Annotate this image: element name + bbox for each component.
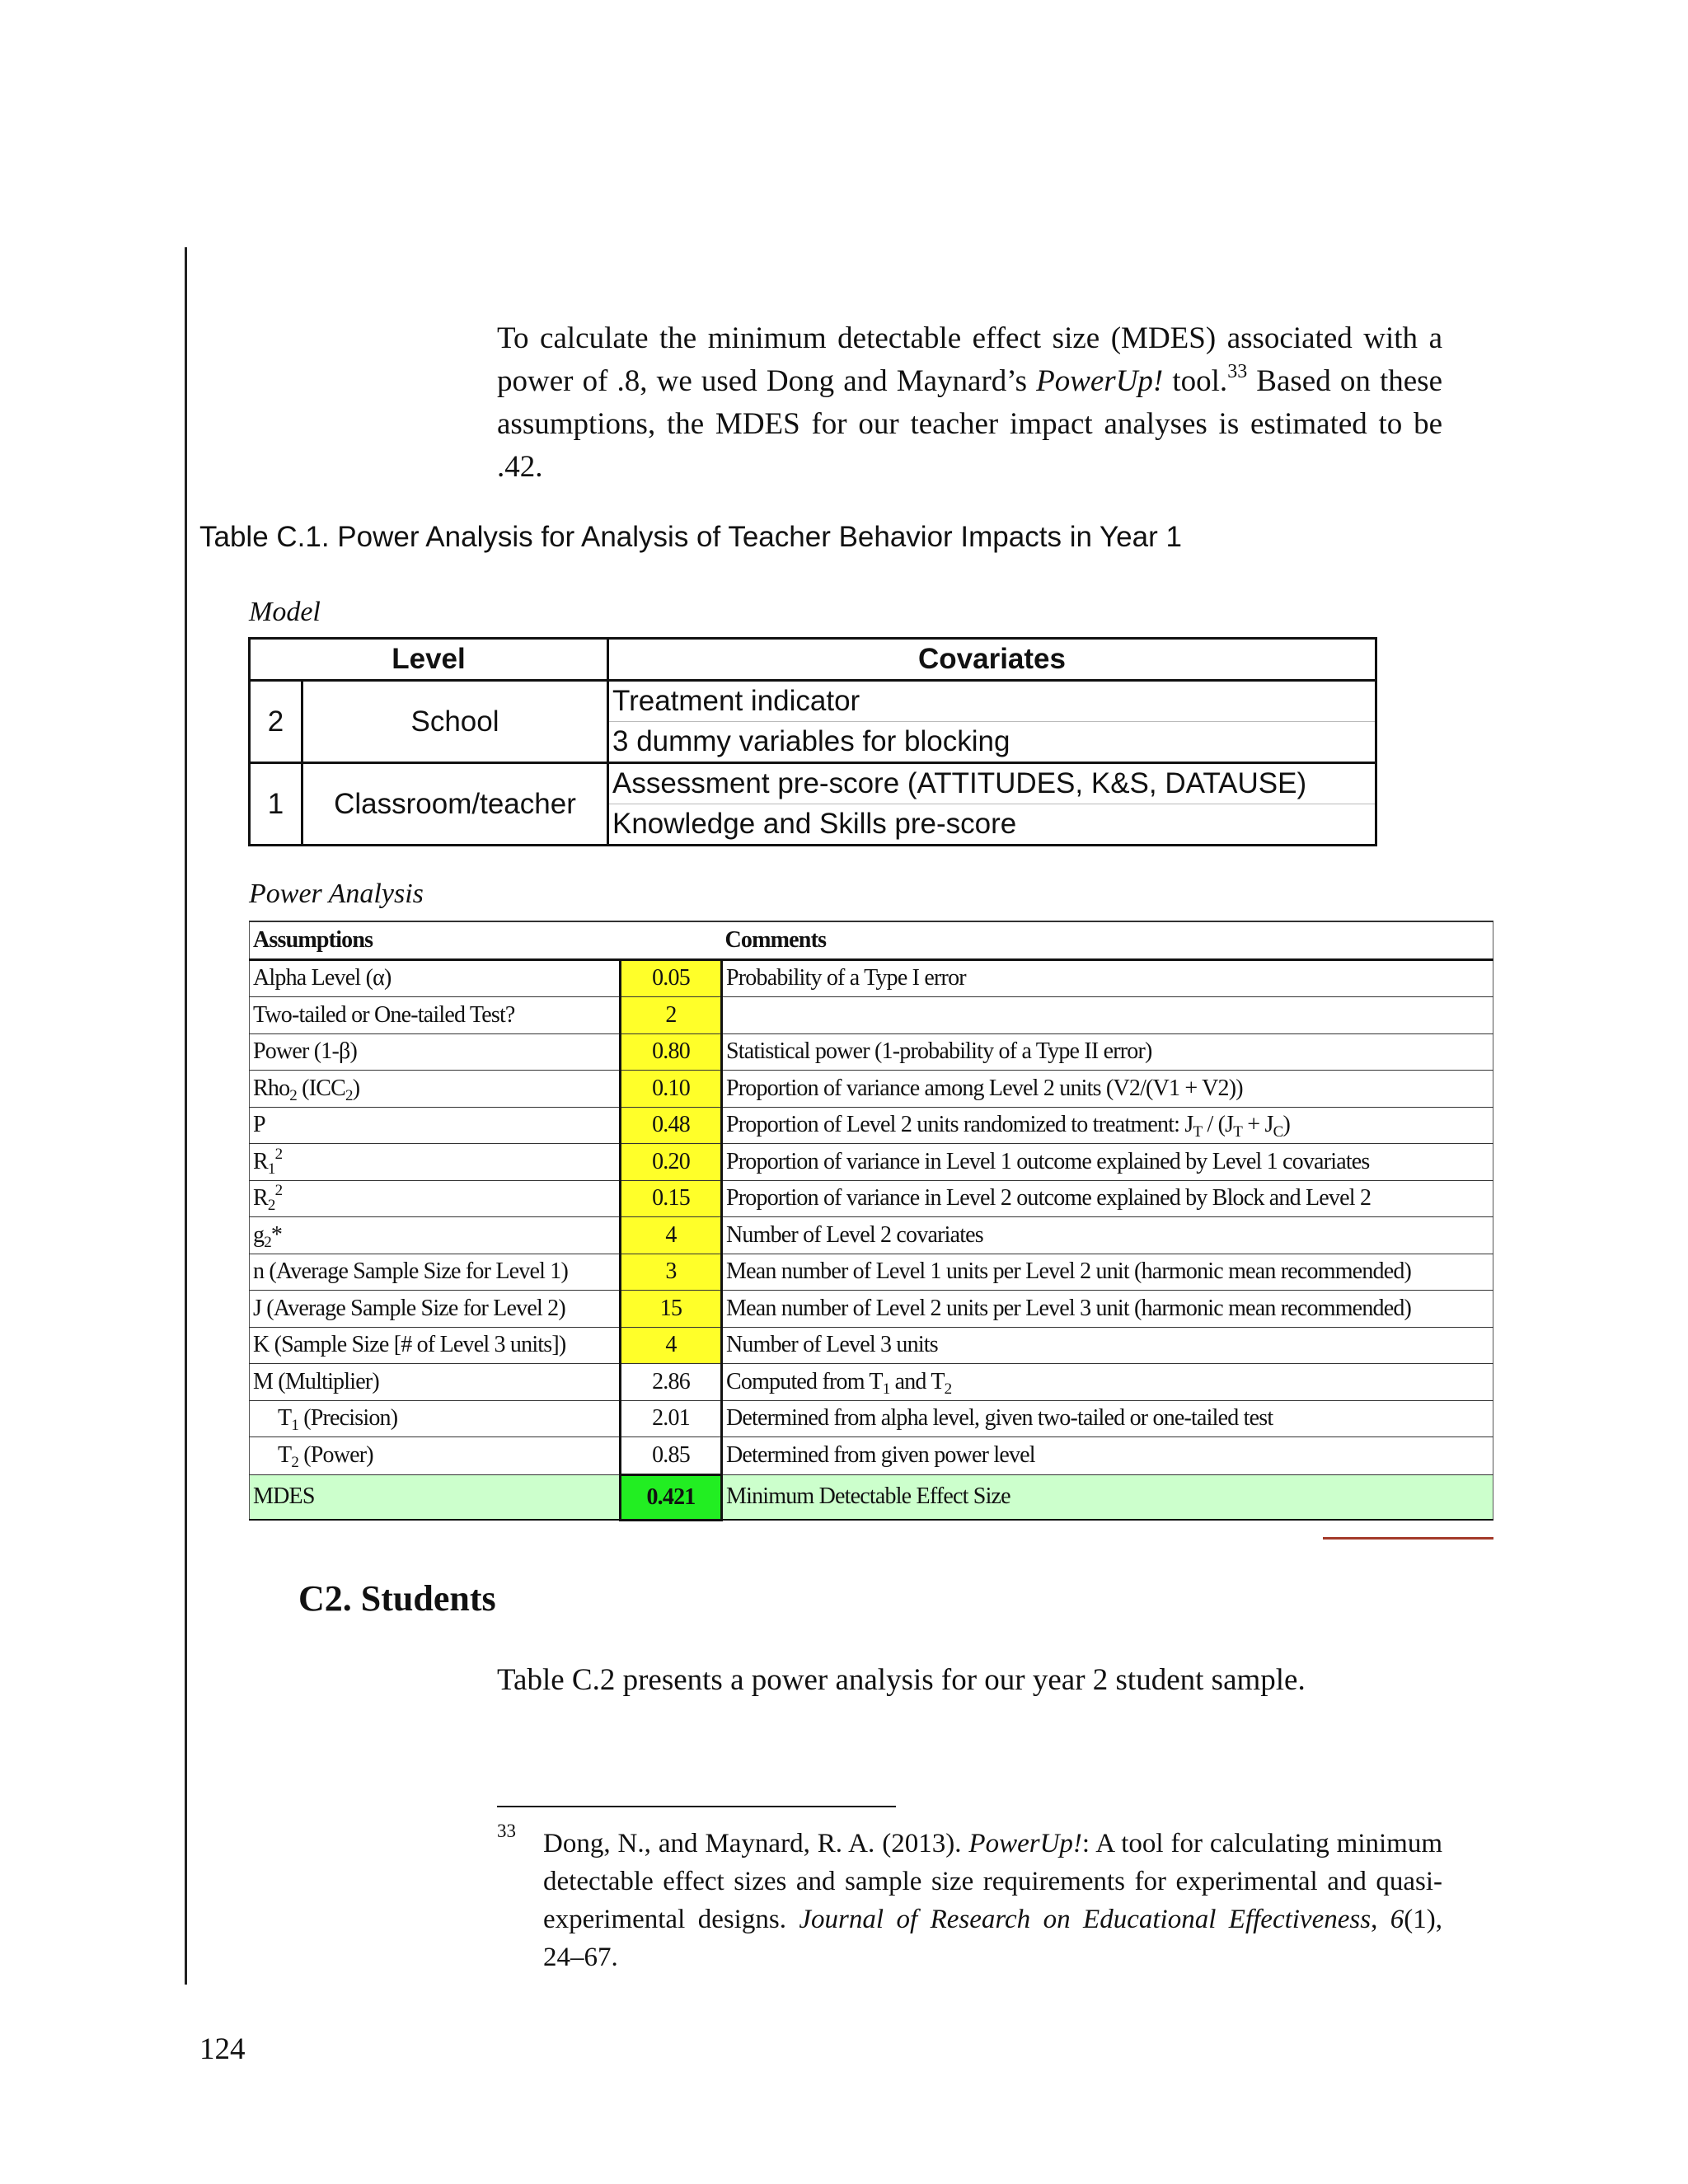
model-label: Model <box>249 597 321 627</box>
assumption-cell: K (Sample Size [# of Level 3 units]) <box>250 1327 621 1364</box>
value-cell[interactable]: 4 <box>621 1217 722 1254</box>
covariate-cell <box>608 681 1376 763</box>
value-header <box>621 921 722 959</box>
comment-cell: Mean number of Level 2 units per Level 3 unit (harmonic mean recommended) <box>722 1291 1493 1328</box>
comment-cell: Number of Level 2 covariates <box>722 1217 1493 1254</box>
table-row <box>250 1033 1493 1071</box>
comment-cell: Mean number of Level 1 units per Level 2 unit (harmonic mean recommended) <box>722 1254 1493 1291</box>
section-text: Table C.2 presents a power analysis for our year 2 student sample. <box>497 1663 1306 1697</box>
section-heading: C2. Students <box>298 1578 496 1619</box>
assumption-cell: $T_1$ (Precision) <box>250 1400 621 1437</box>
table-row <box>250 1107 1493 1144</box>
level-number: 2 <box>250 681 302 763</box>
assumption-cell: n (Average Sample Size for Level 1) <box>250 1254 621 1291</box>
comment-cell: Determined from given power level <box>722 1437 1493 1475</box>
covariate-cell <box>608 763 1376 846</box>
table-row <box>250 1254 1493 1291</box>
level-name: Classroom/teacher <box>302 763 608 846</box>
power-header-row <box>250 921 1493 959</box>
model-header-row <box>250 639 1376 681</box>
page-number: 124 <box>199 2032 246 2066</box>
comment-cell: Computed from $T_1$ and $T_2$ <box>722 1364 1493 1401</box>
table-row <box>250 1364 1493 1401</box>
covariates-header: Covariates <box>608 639 1376 681</box>
footnote-rule <box>497 1806 896 1807</box>
value-cell: 2.86 <box>621 1364 722 1401</box>
assumption-cell: $g_2*$ <box>250 1217 621 1254</box>
table-row <box>250 1400 1493 1437</box>
comment-cell <box>722 997 1493 1034</box>
table-caption: Table C.1. Power Analysis for Analysis of Teacher Behavior Impacts in Year 1 <box>199 521 1182 553</box>
assumption-cell: P <box>250 1107 621 1144</box>
assumptions-header: Assumptions <box>250 921 621 959</box>
intro-text-1: To calculate the minimum detectable effect size (MDES) associated with a power of .8, we used Dong and Maynard’s <box>497 321 1442 398</box>
comment-cell: Minimum Detectable Effect Size <box>722 1474 1493 1520</box>
assumption-cell: $T_2$ (Power) <box>250 1437 621 1475</box>
value-cell[interactable]: 0.15 <box>621 1180 722 1217</box>
value-cell[interactable]: 4 <box>621 1327 722 1364</box>
comment-cell: Proportion of Level 2 units randomized to treatment: $J_T / (J_T + J_C)$ <box>722 1107 1493 1144</box>
value-cell[interactable]: 0.48 <box>621 1107 722 1144</box>
comment-cell: Number of Level 3 units <box>722 1327 1493 1364</box>
value-cell: 2.01 <box>621 1400 722 1437</box>
intro-text-2: tool. <box>1163 364 1228 398</box>
value-cell[interactable]: 0.20 <box>621 1144 722 1181</box>
assumption-cell: Alpha Level (α) <box>250 959 621 997</box>
covariate-item: Treatment indicator <box>612 685 860 717</box>
level-name: School <box>302 681 608 763</box>
assumption-cell: MDES <box>250 1474 621 1520</box>
level-header: Level <box>250 639 608 681</box>
intro-paragraph <box>497 317 1442 489</box>
covariate-item: Assessment pre-score (ATTITUDES, K&S, DATAUSE) <box>612 767 1307 799</box>
comment-cell: Determined from alpha level, given two-tailed or one-tailed test <box>722 1400 1493 1437</box>
table-row <box>250 1071 1493 1108</box>
assumption-cell: $R_2^2$ <box>250 1180 621 1217</box>
value-cell: 0.85 <box>621 1437 722 1475</box>
footnote-number: 33 <box>497 1821 516 1841</box>
assumption-cell: J (Average Sample Size for Level 2) <box>250 1291 621 1328</box>
footnote-text: Dong, N., and Maynard, R. A. (2013). PowerUp!: A tool for calculating minimum detectable effect sizes and sample size requirements for experimental and quasi-experimental designs. Journal of Research on Educational Effectiveness, 6(1), 24–67. <box>543 1829 1442 1972</box>
value-cell[interactable]: 0.05 <box>621 959 722 997</box>
table-row <box>250 1437 1493 1475</box>
model-row <box>250 681 1376 763</box>
power-analysis-label: Power Analysis <box>249 879 424 909</box>
comment-cell: Proportion of variance among Level 2 units (V2/(V1 + V2)) <box>722 1071 1493 1108</box>
assumption-cell: Power (1-β) <box>250 1033 621 1071</box>
covariate-item: Knowledge and Skills pre-score <box>609 804 1375 844</box>
intro-text-3: Based on these assumptions, the MDES for our teacher impact analyses is estimated to be .42. <box>497 364 1442 484</box>
table-row <box>250 1144 1493 1181</box>
comment-cell: Proportion of variance in Level 2 outcome explained by Block and Level 2 <box>722 1180 1493 1217</box>
comments-header: Comments <box>722 921 1493 959</box>
model-table <box>248 637 1377 846</box>
covariate-item: 3 dummy variables for blocking <box>609 721 1375 762</box>
assumption-cell: Rho$_2$ $(ICC_2)$ <box>250 1071 621 1108</box>
mdes-row <box>250 1474 1493 1520</box>
power-analysis-table <box>249 921 1493 1521</box>
table-border-accent <box>1323 1537 1493 1540</box>
table-row <box>250 1291 1493 1328</box>
comment-cell: Probability of a Type I error <box>722 959 1493 997</box>
assumption-cell: M (Multiplier) <box>250 1364 621 1401</box>
table-row <box>250 1180 1493 1217</box>
margin-rule <box>185 247 187 1985</box>
assumption-cell: Two-tailed or One-tailed Test? <box>250 997 621 1034</box>
footnote-ref[interactable]: 33 <box>1227 361 1248 382</box>
tool-name: PowerUp! <box>1036 364 1164 398</box>
value-cell[interactable]: 0.10 <box>621 1071 722 1108</box>
value-cell[interactable]: 0.80 <box>621 1033 722 1071</box>
level-number: 1 <box>250 763 302 846</box>
footnote <box>497 1821 1442 1976</box>
table-row <box>250 997 1493 1034</box>
model-row <box>250 763 1376 846</box>
comment-cell: Statistical power (1-probability of a Type II error) <box>722 1033 1493 1071</box>
table-row <box>250 959 1493 997</box>
mdes-value-cell: 0.421 <box>621 1474 722 1520</box>
table-row <box>250 1217 1493 1254</box>
value-cell[interactable]: 3 <box>621 1254 722 1291</box>
value-cell[interactable]: 2 <box>621 997 722 1034</box>
table-row <box>250 1327 1493 1364</box>
comment-cell: Proportion of variance in Level 1 outcome explained by Level 1 covariates <box>722 1144 1493 1181</box>
value-cell[interactable]: 15 <box>621 1291 722 1328</box>
assumption-cell: $R_1^2$ <box>250 1144 621 1181</box>
